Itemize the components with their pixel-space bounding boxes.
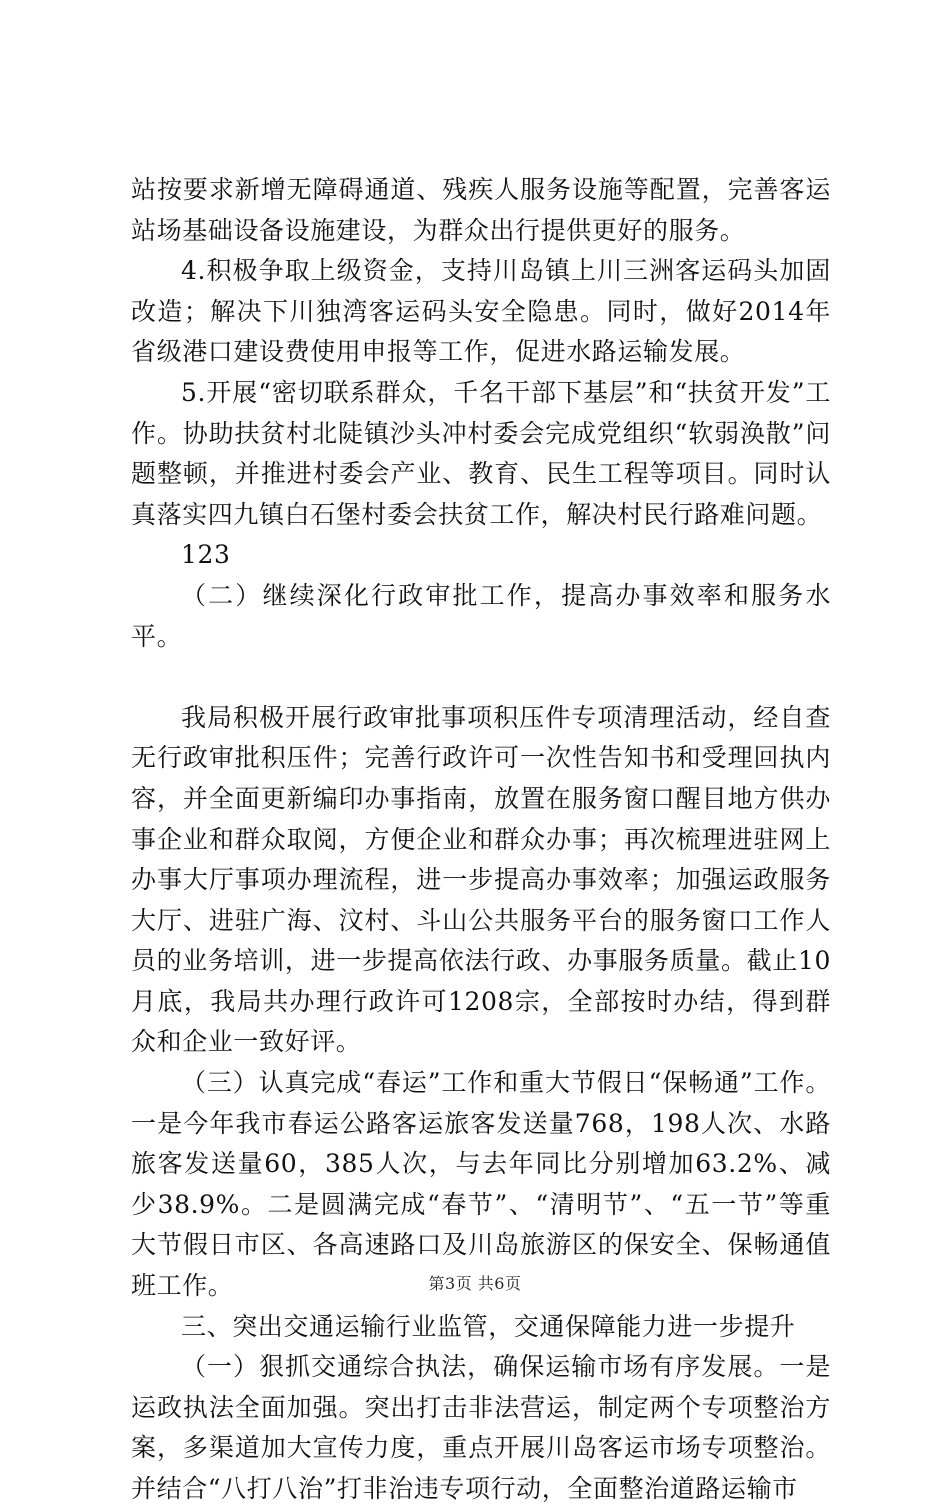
paragraph-7: （一）狠抓交通综合执法，确保运输市场有序发展。一是运政执法全面加强。突出打击非法营运，制定两个专项整治方案，多渠道加大宣传力度，重点开展川岛客运市场专项整治。并结合“八打八治”打非治违专项行动，全面整治道路运输市 bbox=[131, 1352, 831, 1503]
blank-line bbox=[131, 657, 831, 698]
paragraph-3: 5.开展“密切联系群众，千名干部下基层”和“扶贫开发”工作。协助扶贫村北陡镇沙头冲村委会完成党组织“软弱涣散”问题整顿，并推进村委会产业、教育、民生工程等项目。同时认真落实四九镇白石堡村委会扶贫工作，解决村民行路难问题。 bbox=[131, 377, 831, 529]
paragraph-6: （三）认真完成“春运”工作和重大节假日“保畅通”工作。一是今年我市春运公路客运旅客发送量768，198人次、水路旅客发送量60，385人次，与去年同比分别增加63.2%、减少38.9%。二是圆满完成“春节”、“清明节”、“五一节”等重大节假日市区、各高速路口及川岛旅游区的保安全、保畅通值班工作。 bbox=[131, 1068, 831, 1301]
document-body bbox=[131, 170, 831, 1510]
paragraph-2: 4.积极争取上级资金，支持川岛镇上川三洲客运码头加固改造；解决下川独湾客运码头安全隐患。同时，做好2014年省级港口建设费使用申报等工作，促进水路运输发展。 bbox=[131, 256, 831, 367]
section-heading-2: （二）继续深化行政审批工作，提高办事效率和服务水平。 bbox=[131, 580, 831, 651]
page-footer: 第3页 共6页 bbox=[428, 1274, 522, 1293]
paragraph-5: 我局积极开展行政审批事项积压件专项清理活动，经自查无行政审批积压件；完善行政许可一次性告知书和受理回执内容，并全面更新编印办事指南，放置在服务窗口醒目地方供办事企业和群众取阅，方便企业和群众办事；再次梳理进驻网上办事大厅事项办理流程，进一步提高办事效率；加强运政服务大厅、进驻广海、汶村、斗山公共服务平台的服务窗口工作人员的业务培训，进一步提高依法行政、办事服务质量。截止10月底，我局共办理行政许可1208宗，全部按时办结，得到群众和企业一致好评。 bbox=[131, 702, 831, 1057]
section-heading-3: 三、突出交通运输行业监管，交通保障能力进一步提升 bbox=[181, 1311, 796, 1341]
paragraph-1: 站按要求新增无障碍通道、残疾人服务设施等配置，完善客运站场基础设备设施建设，为群众出行提供更好的服务。 bbox=[131, 175, 831, 245]
paragraph-4: 123 bbox=[181, 540, 231, 570]
